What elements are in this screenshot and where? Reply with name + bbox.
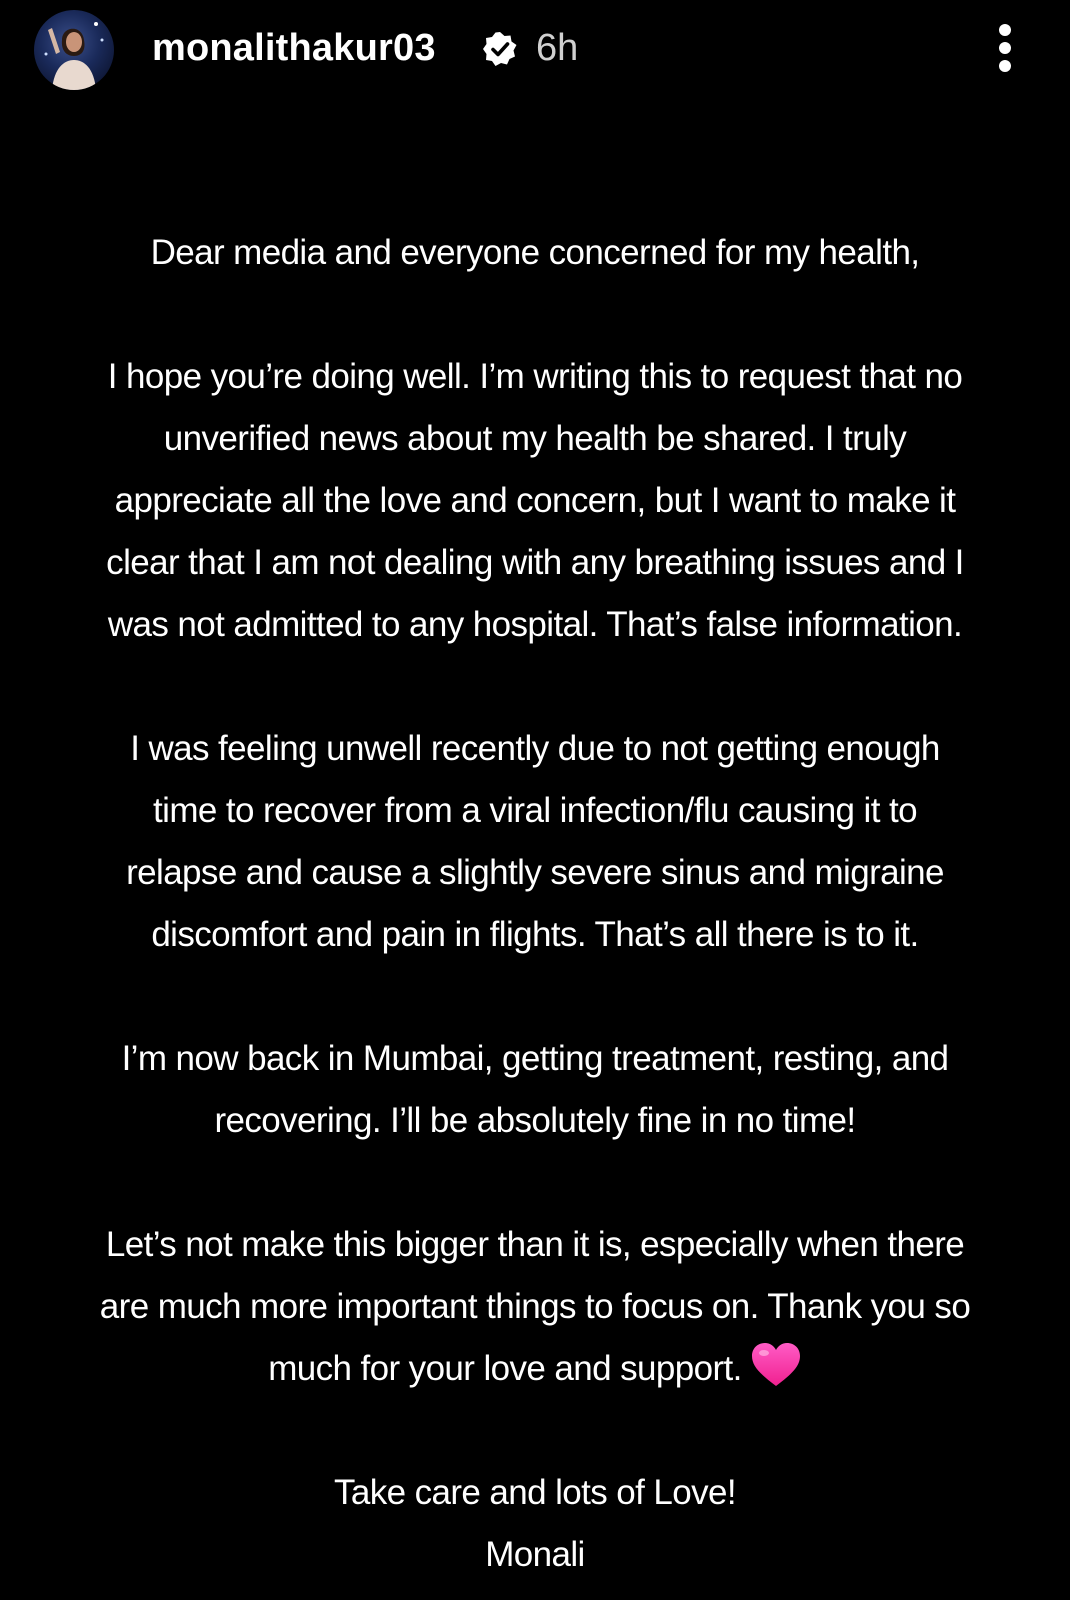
pink-heart-icon [750, 1342, 802, 1388]
more-dot [999, 24, 1011, 36]
paragraph-2-line: relapse and cause a slightly severe sinus and migraine [126, 853, 944, 892]
more-vertical-icon[interactable] [990, 20, 1020, 76]
story-message [40, 222, 1030, 1586]
more-dot [999, 60, 1011, 72]
verified-badge-icon [482, 31, 518, 67]
paragraph-4-line: are much more important things to focus on. Thank you so [99, 1287, 971, 1326]
paragraph-1-line: appreciate all the love and concern, but I want to make it [114, 481, 956, 520]
paragraph-4-last-line [40, 1338, 1030, 1400]
paragraph-4-text: much for your love and support. [268, 1349, 742, 1388]
paragraph-3-line: I’m now back in Mumbai, getting treatment, resting, and [121, 1039, 949, 1078]
paragraph-1-line: I hope you’re doing well. I’m writing this to request that no [107, 357, 963, 396]
paragraph-2-line: discomfort and pain in flights. That’s all there is to it. [151, 915, 919, 954]
username[interactable]: monalithakur03 [152, 27, 436, 69]
signature-line: Monali [485, 1535, 585, 1574]
more-dot [999, 42, 1011, 54]
paragraph-4-line: Let’s not make this bigger than it is, especially when there [105, 1225, 965, 1264]
story-header [0, 0, 1070, 100]
paragraph-1-line: unverified news about my health be shared. I truly [163, 419, 907, 458]
paragraph-2-line: I was feeling unwell recently due to not getting enough [130, 729, 940, 768]
post-time: 6h [536, 27, 579, 69]
avatar-image [34, 10, 114, 90]
closing-line: Take care and lots of Love! [333, 1473, 737, 1512]
paragraph-1-line: was not admitted to any hospital. That’s false information. [107, 605, 963, 644]
greeting-line: Dear media and everyone concerned for my health, [150, 233, 920, 272]
profile-avatar[interactable] [34, 10, 114, 90]
paragraph-2-line: time to recover from a viral infection/flu causing it to [153, 791, 917, 830]
paragraph-1-line: clear that I am not dealing with any breathing issues and I [106, 543, 964, 582]
paragraph-3-line: recovering. I’ll be absolutely fine in no time! [214, 1101, 856, 1140]
